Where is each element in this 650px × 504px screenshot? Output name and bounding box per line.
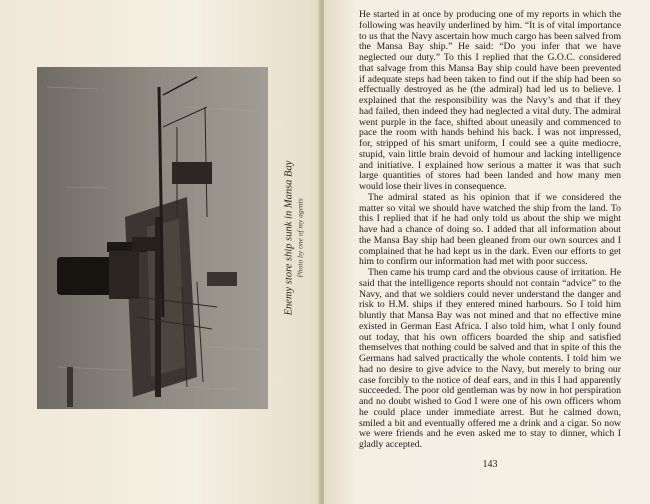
ship-photo: [37, 67, 268, 409]
page-number: 143: [482, 459, 498, 470]
ship-photo-image: [37, 67, 268, 409]
paragraph: Then came his trump card and the obvious cause of irritation. He said that the intelligence reports should not contain “advice” to the Navy, and that we soldiers could never understand the danger and risk to H.M. ships if they entered mined harbours. So I told him bluntly that Mansa Bay was not mined and that no effective mine existed in German East Africa. I also told him, what I only found out today, that his own officers boarded the ship and satisfied themselves that nothing could be salved and that in spite of this the Germans had salved practically the whole contents. I told him we had no desire to give advice to the Navy, but merely to bring our case forcibly to the notice of deaf ears, and in this I had apparently succeeded. The poor old gentleman was by now in hot perspiration and no doubt wished to God I were one of his own officers whom he could place under immediate arrest. But he calmed down, smiled a bit and eventually offered me a drink and a cigar. So now we were friends and he even asked me to stay to dinner, which I gladly accepted.: [359, 267, 621, 450]
photo-caption: [283, 161, 306, 316]
body-text: [359, 10, 621, 451]
photo-caption-area: [277, 67, 311, 409]
paragraph: He started in at once by producing one of my reports in which the following was heavily underlined by him. “It is of vital importance to us that the Navy ascertain how much cargo has been salved from the Mansa Bay ship.” He said: “Do you infer that we have neglected our duty.” To this I replied that the G.O.C. considered that salvage from this Mansa Bay ship could have been prevented if adequate steps had been taken to find out if the ship had been so effectually destroyed as he (the admiral) had led us to believe. I explained that the responsibility was the Navy’s and that if they had failed, then indeed they had neglected a vital duty. The admiral went purple in the face, shifted about uneasily and commenced to pace the room with hands behind his back. I was not impressed, for, stripped of his smart uniform, I could see a quite mediocre, stupid, vain little brain devoid of humour and lacking intelligence and initiative. I explained how serious a matter it was that such large quantities of stores had been landed and how many men would lose their lives in consequence.: [359, 9, 621, 192]
left-page: [0, 0, 322, 504]
caption-credit: Photo by one of my agents: [295, 198, 305, 278]
paragraph: The admiral stated as his opinion that if we considered the matter so vital we should have watched the ship from the land. To this I replied that if he had only told us about the ship we might have had a chance of doing so. I added that all information about the Mansa Bay ship had been gleaned from our own sources and I complained that he had kept us in the dark. Even our efforts to get him to confirm our information had met with poor success.: [359, 191, 621, 268]
caption-text: Enemy store ship sunk in Mansa Bay: [283, 160, 295, 316]
